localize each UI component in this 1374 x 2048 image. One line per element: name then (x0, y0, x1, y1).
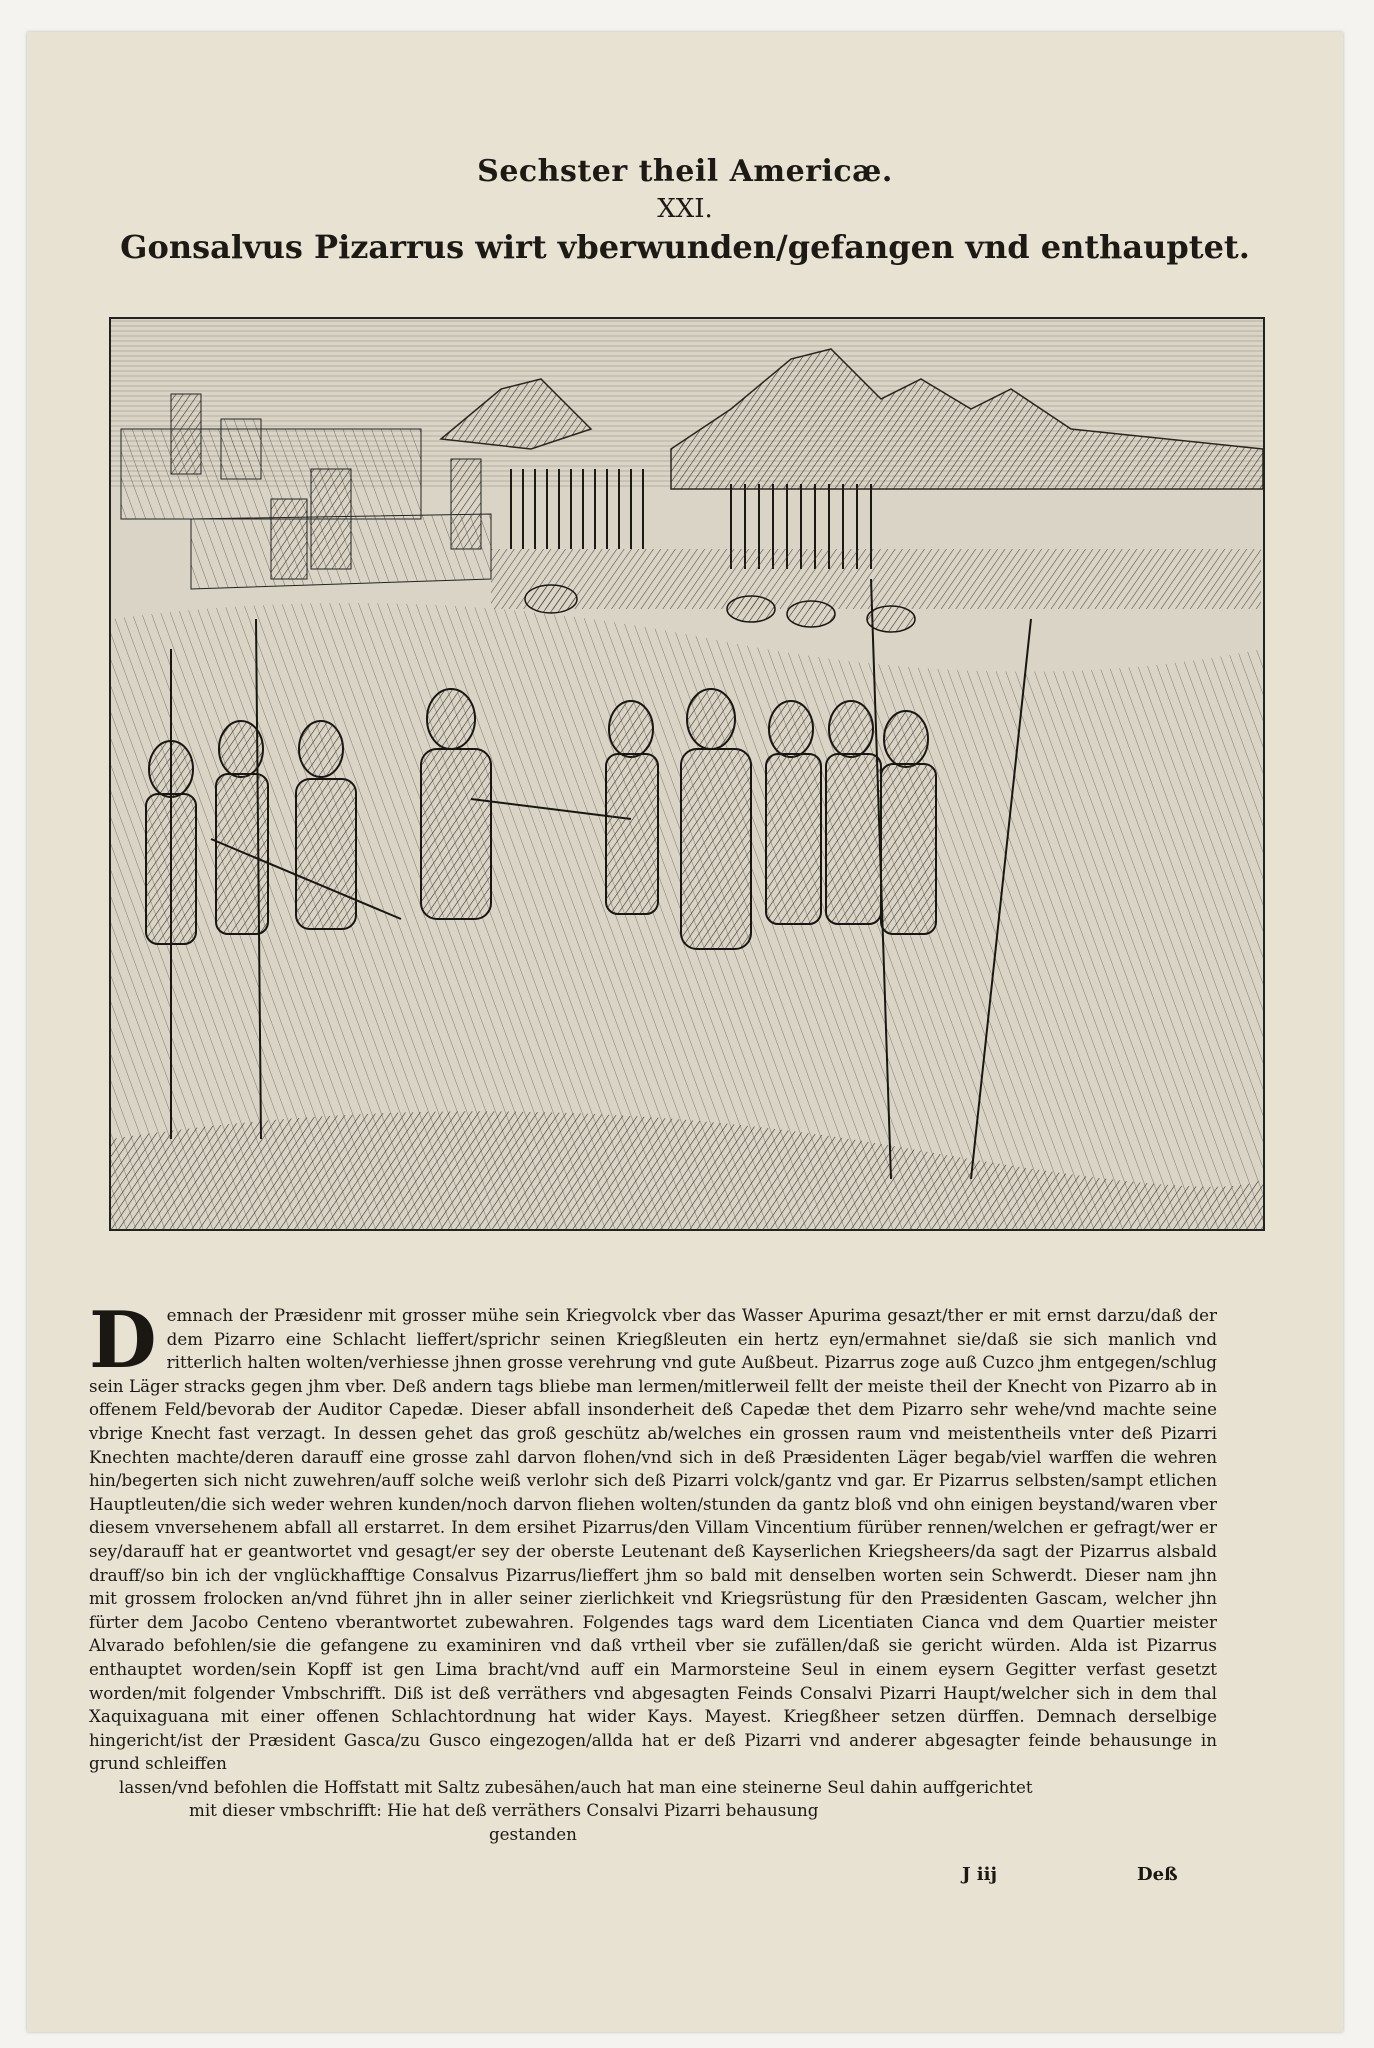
plate-number: XXI. (657, 194, 713, 224)
page-header (27, 152, 1343, 268)
drop-cap: D (89, 1295, 157, 1386)
part-title: Sechster theil Americæ. (477, 154, 893, 189)
body-paragraph: emnach der Præsidenr mit grosser mühe sein Kriegvolck vber das Wasser Apurima gesazt/ther er mit ernst darzu/daß der dem Pizarro eine Schlacht lieffert/sprichr seinen Kriegßleuten ein hertz eyn/ermahnet sie/daß sie sich manlich vnd ritterlich halten wolten/verhiesse jhnen grosse verehrung vnd gute Außbeut. Pizarrus zoge auß Cuzco jhm entgegen/schlug sein Läger stracks gegen jhm vber. Deß andern tags bliebe man lermen/mitlerweil fellt der meiste theil der Knecht von Pizarro ab in offenem Feld/bevorab der Auditor Capedæ. Dieser abfall insonderheit deß Capedæ thet dem Pizarro sehr wehe/vnd machte seine vbrige Knecht fast verzagt. In dessen gehet das groß geschütz ab/welches ein grossen raum vnd meistentheils vnter deß Pizarri Knechten machte/deren darauff eine grosse zahl darvon flohen/vnd sich in deß Præsidenten Läger begab/viel warffen die wehren hin/begerten sich nicht zuwehren/auff solche weiß verlohr sich deß Pizarri volck/gantz vnd gar. Er Pizarrus selbsten/sampt etlichen Hauptleuten/die sich weder wehren kunden/noch darvon fliehen wolten/stunden da gantz bloß vnd ohn einigen beystand/waren vber diesem vnversehenem abfall all erstarret. In dem ersihet Pizarrus/den Villam Vincentium fürüber rennen/welchen er gefragt/wer er sey/darauff hat er geantwortet vnd gesagt/er sey der oberste Leutenant deß Kayserlichen Kriegsheers/da sagt der Pizarrus alsbald drauff/so bin ich der vnglückhafftige Consalvus Pizarrus/lieffert jhm so bald mit denselben worten sein Schwerdt. Dieser nam jhn mit grossem frolocken an/vnd führet jhn in aller seiner zierlichkeit vnd Kriegsrüstung für den Præsidenten Gascam, welcher jhn fürter dem Jacobo Centeno vberantwortet zubewahren. Folgendes tags ward dem Licentiaten Cianca vnd dem Quartier meister Alvarado befohlen/sie die gefangene zu examiniren vnd daß vrtheil vber sie zufällen/daß sie gericht würden. Alda ist Pizarrus enthauptet worden/sein Kopff ist gen Lima bracht/vnd auff ein Marmorsteine Seul in einem eysern Gegitter verfast gesetzt worden/mit folgender Vmbschrifft. Diß ist deß verräthers vnd abgesagten Feinds Consalvi Pizarri Haupt/welcher sich in dem thal Xaquixaguana mit einer offenen Schlachtordnung hat wider Kays. Mayest. Kriegßheer setzen dürffen. Demnach derselbige hingericht/ist der Præsident Gasca/zu Gusco eingezogen/allda hat er deß Pizarri vnd anderer abgesagter feinde behausunge in grund schleiffen (89, 1305, 1217, 1774)
body-line-b: mit dieser vmbschrifft: Hie hat deß verräthers Consalvi Pizarri behausung (189, 1800, 819, 1821)
plate-caption: Gonsalvus Pizarrus wirt vberwunden/gefangen vnd enthauptet. (120, 228, 1250, 266)
signature-mark: J iij (962, 1864, 997, 1885)
page-footer (27, 1864, 1343, 1894)
book-page (27, 32, 1343, 2032)
engraving-illustration (111, 319, 1263, 1229)
troops-band (491, 549, 1261, 609)
body-line-a: lassen/vnd befohlen die Hoffstatt mit Saltz zubesähen/auch hat man eine steinerne Seul dahin auffgerichtet (119, 1776, 1033, 1797)
body-text (89, 1295, 1217, 1847)
body-line-c: gestanden (489, 1824, 577, 1845)
catchword: Deß (1137, 1864, 1178, 1885)
engraving-plate (109, 317, 1265, 1231)
